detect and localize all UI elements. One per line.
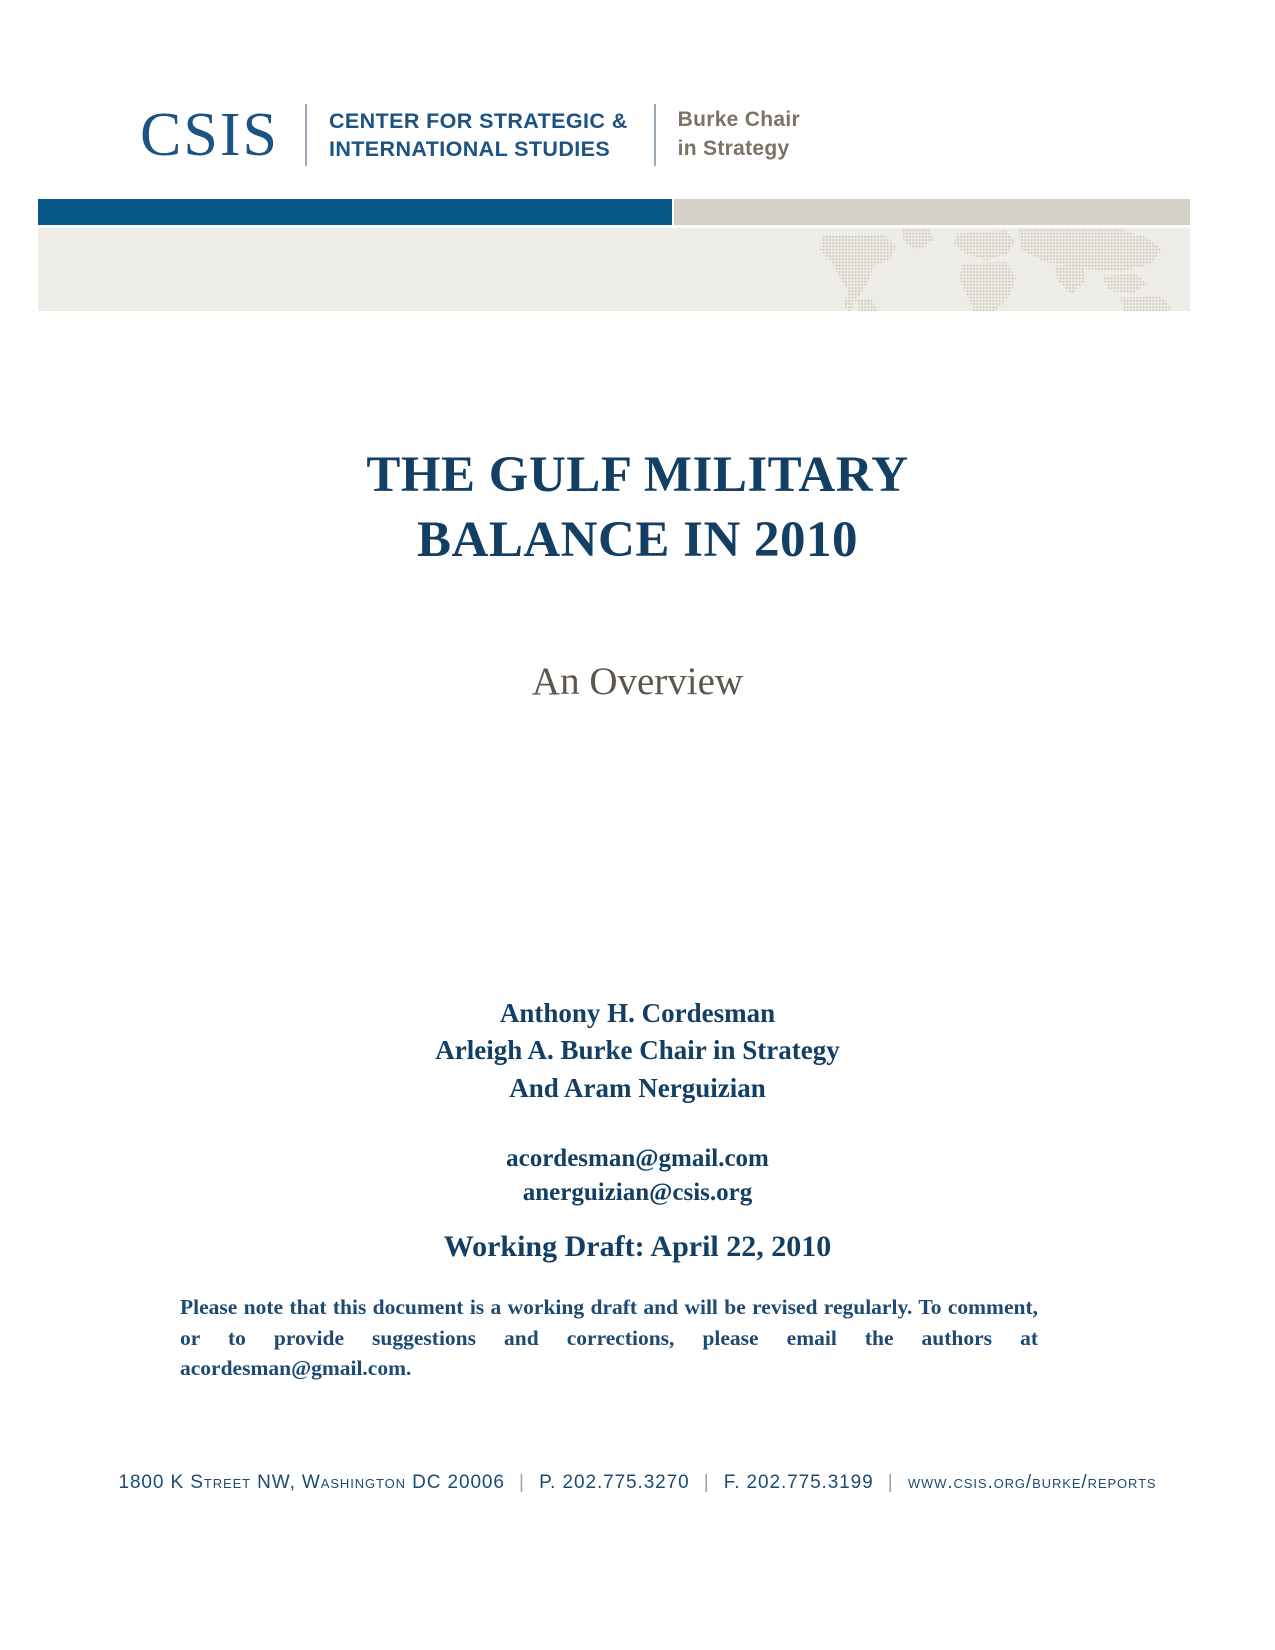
footer-phone: P. 202.775.3270	[539, 1472, 690, 1493]
banner-strip	[38, 228, 1190, 311]
footer-website-link[interactable]: www.csis.org/burke/reports	[907, 1472, 1157, 1493]
banner-bar-blue	[38, 199, 672, 225]
author-block	[0, 995, 1275, 1107]
page-title-line-1: THE GULF MILITARY	[366, 447, 909, 503]
coauthor-name: And Aram Nerguizian	[509, 1072, 766, 1103]
footer-address: 1800 K Street NW, Washington DC 20006	[118, 1472, 505, 1493]
csis-full-name	[329, 107, 628, 164]
burke-chair-line-1: Burke Chair	[677, 108, 800, 132]
page-title	[0, 443, 1275, 573]
page-subtitle: An Overview	[531, 659, 744, 703]
footer-separator-1: |	[519, 1472, 525, 1493]
csis-name-line-2: INTERNATIONAL STUDIES	[328, 137, 611, 161]
author-affiliation: Arleigh A. Burke Chair in Strategy	[435, 1035, 840, 1066]
burke-chair-line-2: in Strategy	[677, 137, 790, 160]
contact-block	[0, 1142, 1275, 1210]
world-map-dotted-graphic	[810, 228, 1190, 311]
footer-separator-2: |	[703, 1472, 710, 1493]
masthead	[0, 0, 1275, 200]
draft-date-label: Working Draft: April 22, 2010	[443, 1230, 832, 1263]
title-block	[0, 443, 1275, 705]
author-email-secondary[interactable]: anerguizian@csis.org	[522, 1178, 753, 1206]
footer-fax: F. 202.775.3199	[723, 1472, 874, 1493]
banner-bars	[38, 199, 1190, 225]
banner-bar-tan	[674, 199, 1190, 225]
author-email-primary[interactable]: acordesman@gmail.com	[506, 1145, 769, 1172]
footer-divider	[38, 1452, 1190, 1453]
csis-logo	[140, 96, 800, 174]
author-name: Anthony H. Cordesman	[499, 998, 776, 1028]
footer-separator-3: |	[887, 1472, 894, 1493]
working-draft-note: Please note that this document is a working draft and will be revised regularly. To comment, or to provide suggestions and corrections, please email the authors at acordesman@gmail.com.	[180, 1295, 1038, 1381]
csis-wordmark: CSIS	[140, 101, 279, 169]
logo-divider-2	[654, 104, 656, 166]
csis-name-line-1: CENTER FOR STRATEGIC &	[328, 108, 628, 133]
footer	[0, 1472, 1275, 1494]
logo-divider-1	[305, 104, 307, 166]
page-title-line-2: BALANCE IN 2010	[416, 511, 859, 568]
burke-chair-label	[678, 106, 800, 163]
